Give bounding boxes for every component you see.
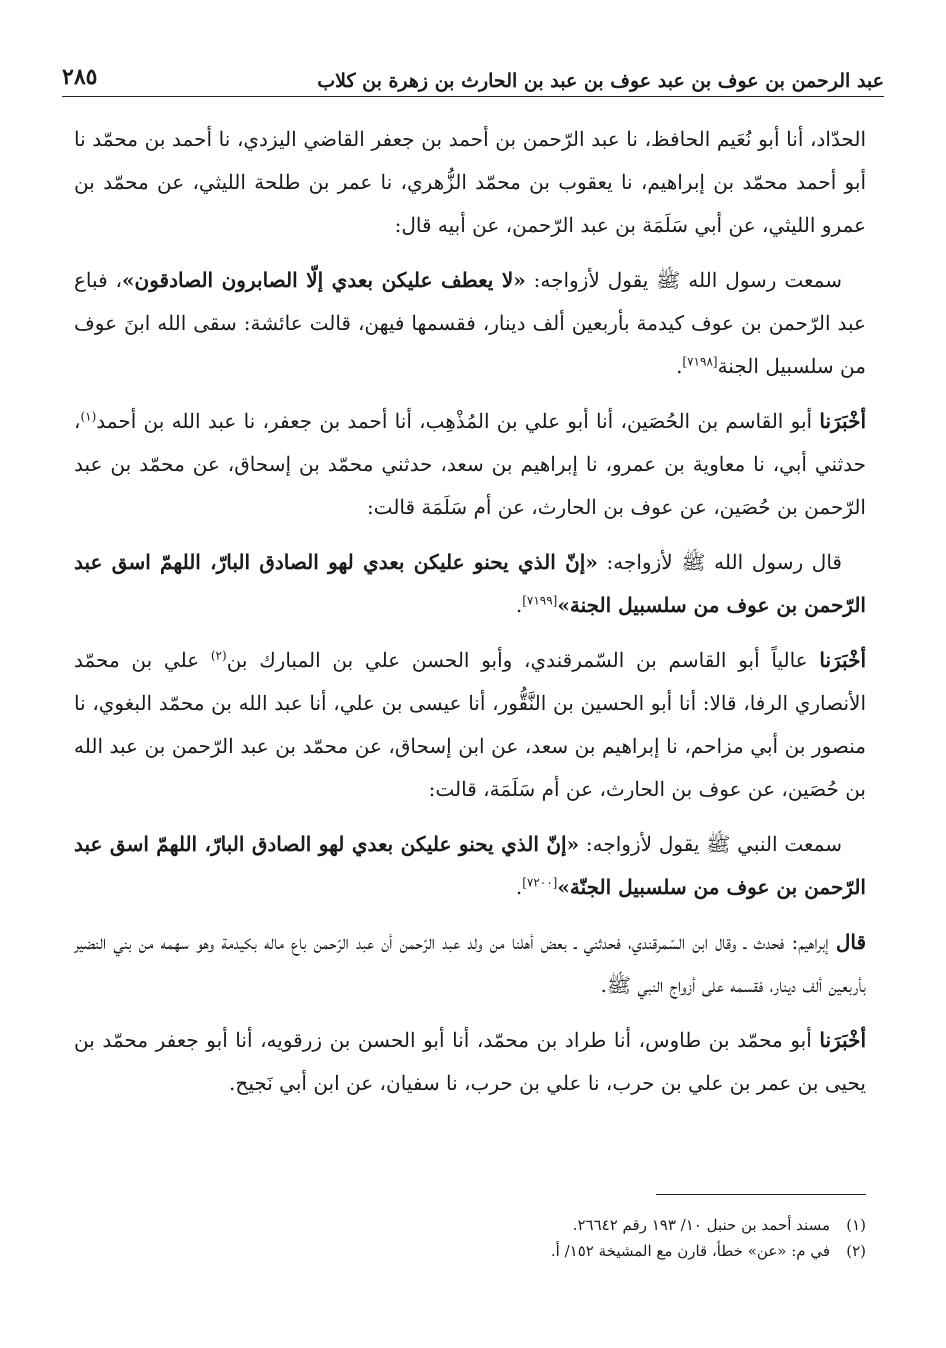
footnotes <box>74 1212 866 1264</box>
paragraph-text: الحدّاد، أنا أبو نُعَيم الحافظ، نا عبد الرّحمن بن أحمد بن جعفر القاضي اليزدي، نا أحمد بن محمّد نا أبو أحمد محمّد بن إبراهيم، نا يعقوب بن محمّد الزُّهري، نا عمر بن طلحة الليثي، عن محمّد بن عمرو الليثي، عن أبي سَلَمَة بن عبد الرّحمن، عن أبيه قال: <box>74 127 866 237</box>
paragraph-continuation: ، حدثني أبي، نا معاوية بن عمرو، نا إبراهيم بن سعد، حدثني محمّد بن إسحاق، عن محمّد بن عبد الرّحمن بن حُصَين، عن عوف بن الحارث، عن أم سَلَمَة قالت: <box>74 409 866 519</box>
paragraph-intro: قال رسول الله ﷺ لأزواجه: <box>597 550 842 574</box>
lead-word: أخْبَرَنا <box>819 409 866 433</box>
main-text <box>74 118 866 1117</box>
paragraph-text: أبو محمّد بن طاوس، أنا طراد بن محمّد، أنا أبو الحسن بن زرقويه، أنا أبو جعفر محمّد بن يحيى بن عمر بن علي بن حرب، نا علي بن حرب، نا سفيان، عن ابن أبي نَجيح. <box>74 1028 866 1095</box>
footnote-number: (١) <box>846 1216 866 1234</box>
paragraph-intro: سمعت رسول الله ﷺ يقول لأزواجه: <box>525 268 843 292</box>
isnad-paragraph <box>74 1019 866 1105</box>
paragraph-text: أبو القاسم بن الحُصَين، أنا أبو علي بن المُذْهِب، أنا أحمد بن جعفر، نا عبد الله بن أحمد <box>96 409 820 433</box>
footnote-marker[interactable]: (٢) <box>210 648 227 663</box>
isnad-paragraph <box>74 400 866 529</box>
isnad-paragraph <box>74 639 866 811</box>
isnad-paragraph <box>74 118 866 247</box>
paragraph-text: إبراهيم: فحدث ـ وقال ابن السّمرقندي، فحدثني ـ بعض أهلنا من ولد عبد الرّحمن أن عبد الرّحمن باع ماله بكيدمة وهو سهمه من بني النضير بأربعين ألف دينار، فقسمه على أزواج النبي ﷺ. <box>74 930 866 997</box>
hadith-number: [٧١٩٩] <box>522 593 558 608</box>
footnote-number: (٢) <box>846 1242 866 1260</box>
footnote-marker[interactable]: (١) <box>80 409 97 424</box>
hadith-paragraph: سمعت النبي ﷺ يقول لأزواجه: «إنّ الذي يحنو عليكن بعدي لهو الصادق البارّ، اللهمّ اسق عبد الرّحمن بن عوف من سلسبيل الجنّة»[٧٢٠٠]. <box>74 832 866 899</box>
narration-paragraph <box>74 921 866 1007</box>
footnote <box>74 1238 866 1264</box>
hadith-paragraph: قال رسول الله ﷺ لأزواجه: «إنّ الذي يحنو عليكن بعدي لهو الصادق البارّ، اللهمّ اسق عبد الرّحمن بن عوف من سلسبيل الجنة»[٧١٩٩]. <box>74 550 866 617</box>
hadith-quote: «إنّ الذي يحنو عليكن بعدي لهو الصادق البارّ، اللهمّ اسق عبد الرّحمن بن عوف من سلسبيل الجنة» <box>74 550 866 617</box>
paragraph-text: عالياً أبو القاسم بن السّمرقندي، وأبو الحسن علي بن المبارك بن <box>226 648 820 672</box>
running-title: عبد الرحمن بن عوف بن عبد عوف بن عبد بن الحارث بن زهرة بن كلاب <box>317 70 884 92</box>
paragraph-continuation: علي بن محمّد الأنصاري الرفا، قالا: أنا أبو الحسين بن النَّقُّور، أنا عيسى بن علي، أنا عبد الله بن محمّد البغوي، نا منصور بن أبي مزاحم، نا إبراهيم بن سعد، عن ابن إسحاق، عن محمّد بن عبد الرّحمن بن عبد الله بن حُصَين، عن عوف بن الحارث، عن أم سَلَمَة، قالت: <box>74 648 866 801</box>
lead-word: أخْبَرَنا <box>819 648 866 672</box>
running-header <box>62 58 884 97</box>
footnote-text: مسند أحمد بن حنبل ١٠/ ١٩٣ رقم ٢٦٦٤٢. <box>572 1216 830 1234</box>
footnote-text: في م: «عن» خطأ، قارن مع المشيخة ١٥٢/ أ. <box>550 1242 830 1260</box>
hadith-quote: «إنّ الذي يحنو عليكن بعدي لهو الصادق البارّ، اللهمّ اسق عبد الرّحمن بن عوف من سلسبيل الجنّة» <box>74 832 866 899</box>
hadith-paragraph: سمعت رسول الله ﷺ يقول لأزواجه: «لا يعطف عليكن بعدي إلّا الصابرون الصادقون»، فباع عبد الرّحمن بن عوف كيدمة بأربعين ألف دينار، فقسمها فيهن، قالت عائشة: سقى الله ابنَ عوف من سلسبيل الجنة[٧١٩٨]. <box>74 268 866 378</box>
page-number: ٢٨٥ <box>62 64 98 90</box>
paragraph-intro: سمعت النبي ﷺ يقول لأزواجه: <box>579 832 842 856</box>
lead-word: أخْبَرَنا <box>819 1028 866 1052</box>
paragraph-continuation: ، فباع عبد الرّحمن بن عوف كيدمة بأربعين ألف دينار، فقسمها فيهن، قالت عائشة: سقى الله ابنَ عوف من سلسبيل الجنة <box>74 268 866 378</box>
hadith-number: [٧٢٠٠] <box>522 875 558 890</box>
footnote <box>74 1212 866 1238</box>
hadith-number: [٧١٩٨] <box>682 354 718 369</box>
footnote-divider <box>656 1194 866 1195</box>
hadith-quote: «لا يعطف عليكن بعدي إلّا الصابرون الصادقون» <box>122 268 526 292</box>
lead-word: قال <box>835 930 866 954</box>
